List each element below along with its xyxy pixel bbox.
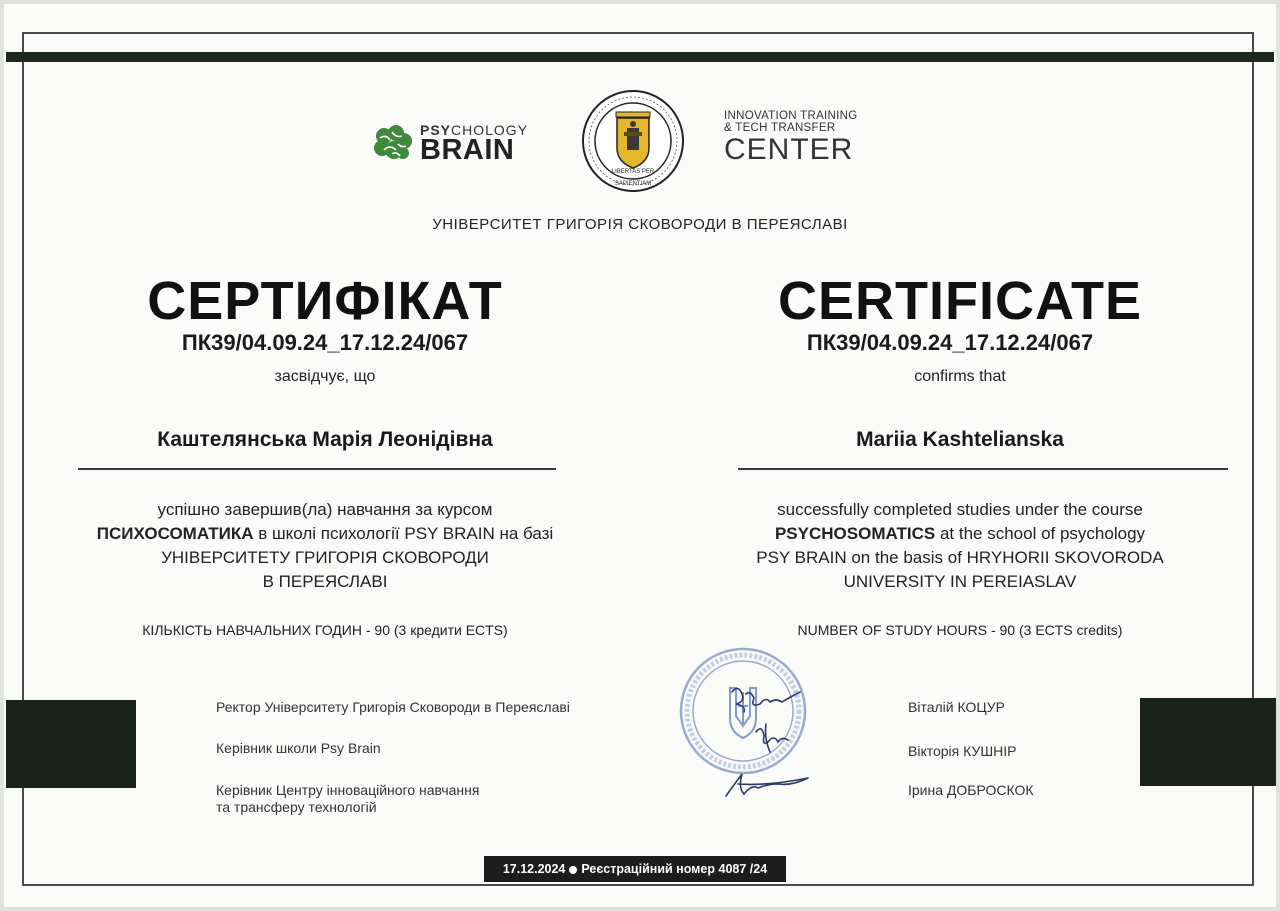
title-english: CERTIFICATE <box>778 271 1142 331</box>
course-line3-english: PSY BRAIN on the basis of HRYHORII SKOVORODA <box>756 548 1164 567</box>
center-logo-line1: INNOVATION TRAINING <box>724 110 858 122</box>
name-underline-right <box>738 468 1228 470</box>
confirms-text-ukrainian: засвідчує, що <box>274 368 376 385</box>
course-description-english <box>700 498 1220 594</box>
brain-logo-title: BRAIN <box>420 134 515 166</box>
signatory-name-school-head: Вікторія КУШНІР <box>908 743 1017 759</box>
handwritten-signatures <box>720 680 850 810</box>
right-decorative-block <box>1140 698 1276 786</box>
signatory-role-school-head: Керівник школи Psy Brain <box>216 740 381 756</box>
course-line4-english: UNIVERSITY IN PEREIASLAV <box>843 572 1077 591</box>
course-line4-ukrainian: В ПЕРЕЯСЛАВІ <box>262 572 388 591</box>
certificate-number-english: ПК39/04.09.24_17.12.24/067 <box>806 330 1094 355</box>
course-line1-english: successfully completed studies under the course <box>777 500 1143 519</box>
bullet-icon <box>569 866 577 874</box>
course-line2-ukrainian: ПСИХОСОМАТИКА в школі психології PSY BRAIN на базі <box>96 524 554 543</box>
left-decorative-block <box>6 700 136 788</box>
course-line3-ukrainian: УНІВЕРСИТЕТУ ГРИГОРІЯ СКОВОРОДИ <box>161 548 489 567</box>
course-name-english: PSYCHOSOMATICS <box>774 524 936 543</box>
issue-date: 17.12.2024 <box>502 862 566 876</box>
certificate-number-ukrainian: ПК39/04.09.24_17.12.24/067 <box>181 330 469 355</box>
course-line2-english: PSYCHOSOMATICS at the school of psychology <box>774 524 1146 543</box>
recipient-name-ukrainian: Каштелянська Марія Леонідівна <box>157 428 493 451</box>
course-name-ukrainian: ПСИХОСОМАТИКА <box>96 524 254 543</box>
seal-motto: LIBERTAS PER SAPIENTIAM <box>611 169 655 187</box>
university-name: УНІВЕРСИТЕТ ГРИГОРІЯ СКОВОРОДИ В ПЕРЕЯСЛАВІ <box>432 216 848 233</box>
psychology-brain-logo <box>372 120 552 168</box>
title-ukrainian: СЕРТИФІКАТ <box>147 271 503 331</box>
recipient-name-english: Mariia Kashtelianska <box>856 428 1064 451</box>
course-line1-ukrainian: успішно завершив(ла) навчання за курсом <box>157 500 493 519</box>
registration-number: Реєстраційний номер 4087 /24 <box>581 862 768 876</box>
signatory-name-rector: Віталій КОЦУР <box>908 699 1005 715</box>
confirms-text-english: confirms that <box>914 368 1006 385</box>
signatory-name-center-head: Ірина ДОБРОСКОК <box>908 782 1034 798</box>
study-hours-english: NUMBER OF STUDY HOURS - 90 (3 ECTS credits) <box>797 622 1123 638</box>
name-underline-left <box>78 468 556 470</box>
signatory-role-center-head: Керівник Центру інноваційного навчання та трансферу технологій <box>216 782 480 815</box>
center-logo-line3: CENTER <box>724 133 854 166</box>
registration-footer <box>484 856 786 882</box>
course-description-ukrainian <box>60 498 590 594</box>
innovation-center-logo <box>724 110 874 170</box>
brain-logo-subtitle: PSYCHOLOGY <box>420 122 529 138</box>
top-decorative-bar <box>6 52 1274 62</box>
brain-icon <box>372 124 414 164</box>
center-logo-line2: & TECH TRANSFER <box>724 122 836 134</box>
signatory-role-rector: Ректор Університету Григорія Сковороди в Переяславі <box>216 699 570 715</box>
study-hours-ukrainian: КІЛЬКІСТЬ НАВЧАЛЬНИХ ГОДИН - 90 (3 кредити ECTS) <box>142 622 508 638</box>
